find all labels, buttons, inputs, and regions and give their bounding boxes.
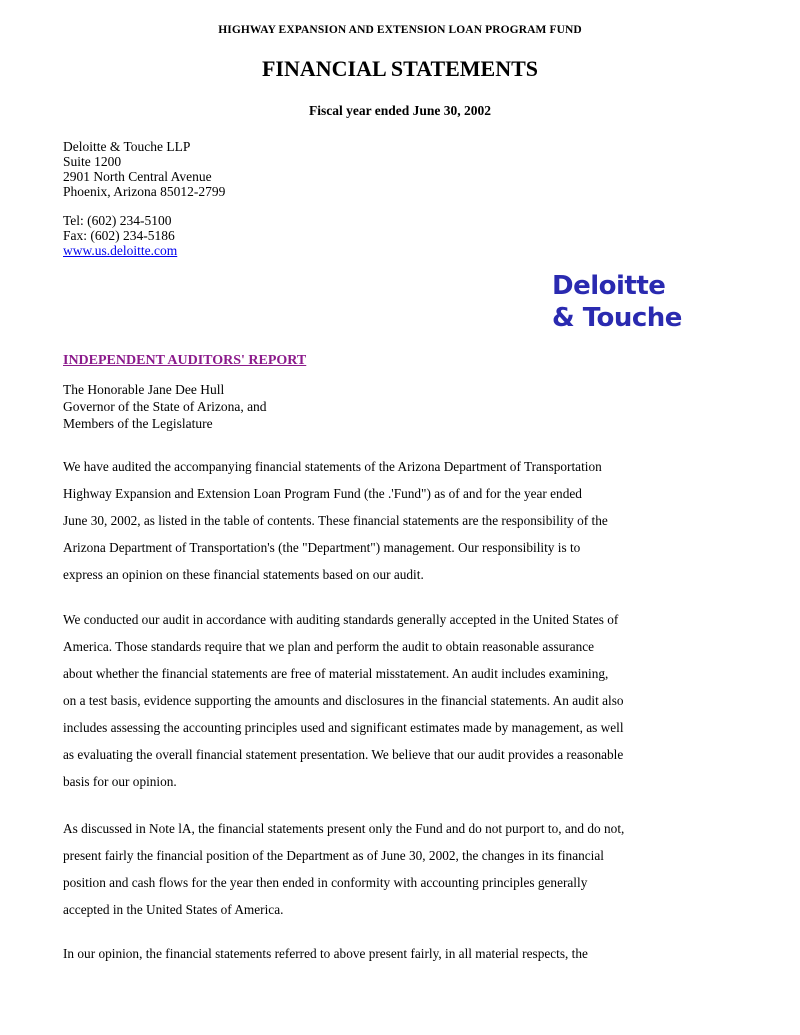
paragraph-line: position and cash flows for the year then ended in conformity with accounting principles generally (63, 875, 588, 890)
firm-tel: Tel: (602) 234-5100 (63, 213, 172, 228)
addressee-block (63, 381, 267, 432)
firm-website-link[interactable]: www.us.deloitte.com (63, 243, 178, 258)
paragraph-line: express an opinion on these financial statements based on our audit. (63, 567, 424, 582)
paragraph-line: accepted in the United States of America. (63, 902, 284, 917)
firm-address (63, 139, 225, 199)
firm-fax: Fax: (602) 234-5186 (63, 228, 175, 243)
firm-street: 2901 North Central Avenue (63, 169, 212, 184)
paragraph-line: basis for our opinion. (63, 774, 177, 789)
addressee-line: Members of the Legislature (63, 416, 213, 431)
logo-line-2: & Touche (552, 303, 682, 333)
paragraph-line: As discussed in Note lA, the financial statements present only the Fund and do not purport to, and do not, (63, 821, 625, 836)
report-paragraph-4 (63, 940, 738, 967)
paragraph-line: Arizona Department of Transportation's (the "Department") management. Our responsibility is to (63, 540, 581, 555)
paragraph-line: America. Those standards require that we plan and perform the audit to obtain reasonable assurance (63, 639, 595, 654)
report-paragraph-3 (63, 815, 738, 923)
paragraph-line: on a test basis, evidence supporting the amounts and disclosures in the financial statements. An audit also (63, 693, 624, 708)
deloitte-touche-logo (552, 270, 682, 334)
page-title: FINANCIAL STATEMENTS (261, 56, 539, 81)
firm-suite: Suite 1200 (63, 154, 122, 169)
paragraph-line: Highway Expansion and Extension Loan Program Fund (the .'Fund") as of and for the year ended (63, 486, 582, 501)
paragraph-line: about whether the financial statements are free of material misstatement. An audit includes examining, (63, 666, 609, 681)
firm-name: Deloitte & Touche LLP (63, 139, 191, 154)
paragraph-line: as evaluating the overall financial statement presentation. We believe that our audit provides a reasonable (63, 747, 624, 762)
fiscal-year-subtitle: Fiscal year ended June 30, 2002 (309, 103, 491, 118)
logo-line-1: Deloitte (552, 271, 666, 301)
paragraph-line: includes assessing the accounting principles used and significant estimates made by management, as well (63, 720, 624, 735)
firm-city: Phoenix, Arizona 85012-2799 (63, 184, 226, 199)
paragraph-line: present fairly the financial position of the Department as of June 30, 2002, the changes in its financial (63, 848, 604, 863)
addressee-line: The Honorable Jane Dee Hull (63, 382, 225, 397)
firm-contact (63, 213, 177, 258)
paragraph-line: We conducted our audit in accordance with auditing standards generally accepted in the United States of (63, 612, 619, 627)
fund-name-header: HIGHWAY EXPANSION AND EXTENSION LOAN PROGRAM FUND (218, 24, 582, 36)
addressee-line: Governor of the State of Arizona, and (63, 399, 267, 414)
report-paragraph-2 (63, 606, 738, 795)
paragraph-line: June 30, 2002, as listed in the table of contents. These financial statements are the responsibility of the (63, 513, 608, 528)
paragraph-line: In our opinion, the financial statements referred to above present fairly, in all material respects, the (63, 946, 588, 961)
report-paragraph-1 (63, 453, 738, 588)
paragraph-line: We have audited the accompanying financial statements of the Arizona Department of Transportation (63, 459, 602, 474)
report-heading: INDEPENDENT AUDITORS' REPORT (63, 353, 307, 368)
